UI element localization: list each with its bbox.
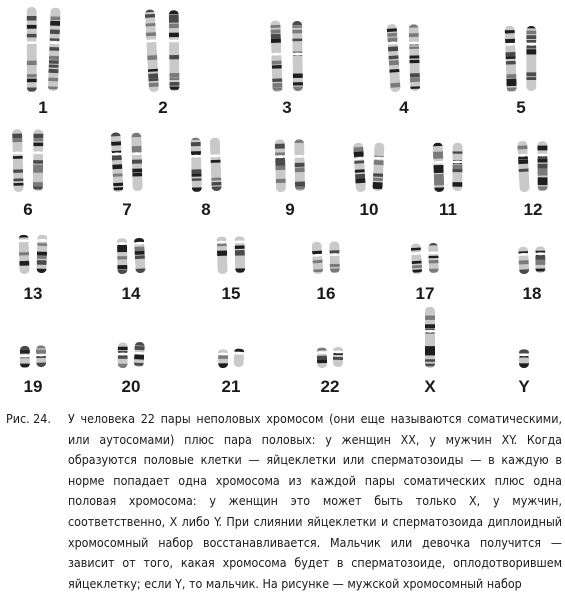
chromosome-pair-16 [311, 241, 340, 274]
chromosome-pair-6 [12, 129, 44, 192]
chromosome-pair-19 [19, 345, 46, 368]
pair-label-1: 1 [38, 98, 48, 117]
chromosome-pair-21 [217, 348, 244, 368]
pair-label-13: 13 [23, 284, 43, 303]
pair-label-18: 18 [522, 284, 542, 303]
chromosome-pair-9 [274, 139, 305, 192]
chromosome-pair-18 [517, 246, 545, 274]
pair-label-x: X [424, 377, 436, 396]
pair-label-12: 12 [523, 200, 543, 219]
pair-label-11: 11 [439, 200, 457, 219]
pair-label-19: 19 [23, 377, 43, 396]
chromosome-pair-8 [190, 137, 222, 192]
chromosome-pair-5 [504, 26, 537, 93]
pair-label-20: 20 [121, 377, 141, 396]
pair-label-15: 15 [221, 284, 241, 303]
pair-label-10: 10 [359, 200, 379, 219]
chromosome-pair-13 [18, 235, 48, 275]
pair-label-y: Y [518, 377, 530, 396]
pair-label-16: 16 [316, 284, 336, 303]
pair-label-21: 21 [221, 377, 241, 396]
chromosome-pair-y [519, 349, 530, 368]
chromosome-pair-14 [116, 238, 146, 274]
pair-label-5: 5 [516, 98, 526, 117]
chromosome-pair-22 [316, 347, 343, 368]
chromosome-pair-10 [353, 142, 386, 192]
pair-label-2: 2 [158, 98, 168, 117]
caption-text: У человека 22 пары неполовых хромосом (они еще называются соматическими, или аутосомами) плюс пара половых: у женщин XX, у мужчин XY. Когда образуются половые клетки — яйцеклетки или сперматозоиды — в каждую в норме попадает одна хромосома из каждой пары соматических плюс одна половая хромосома: у женщин это может быть только X, у мужчин, соответственно, X либо Y. При слиянии яйцеклетки и сперматозоида диплоидный хромосомный набор восстанавливается. Мальчик или девочка получится — зависит от того, какая хромосома будет в сперматозоиде, оплодотворившем яйцеклетку; если Y, то мальчик. На рисунке — мужской хромосомный набор [68, 411, 562, 591]
pair-label-7: 7 [122, 200, 132, 219]
pair-label-17: 17 [415, 284, 435, 303]
chromosome-pair-11 [432, 143, 463, 193]
pair-label-3: 3 [282, 98, 292, 117]
chromosome-pair-3 [270, 20, 304, 92]
chromosome-pair-x [425, 307, 436, 368]
chromosome-pair-7 [110, 132, 143, 192]
chromosome-pair-17 [410, 243, 439, 274]
pair-label-4: 4 [399, 98, 409, 117]
chromosome-pair-1 [26, 7, 61, 92]
caption-label: Рис. 24. [6, 411, 51, 426]
pair-label-22: 22 [320, 377, 340, 396]
pair-label-8: 8 [201, 200, 211, 219]
figure-caption [6, 409, 562, 594]
chromosome-pair-4 [386, 24, 421, 93]
pair-label-14: 14 [121, 284, 141, 303]
chromosome-pair-15 [216, 236, 246, 274]
chromosome-pair-2 [144, 9, 180, 92]
chromosome-pair-20 [117, 342, 145, 369]
pair-label-6: 6 [23, 200, 33, 219]
chromosome-pair-12 [517, 141, 549, 192]
pair-label-9: 9 [285, 200, 295, 219]
